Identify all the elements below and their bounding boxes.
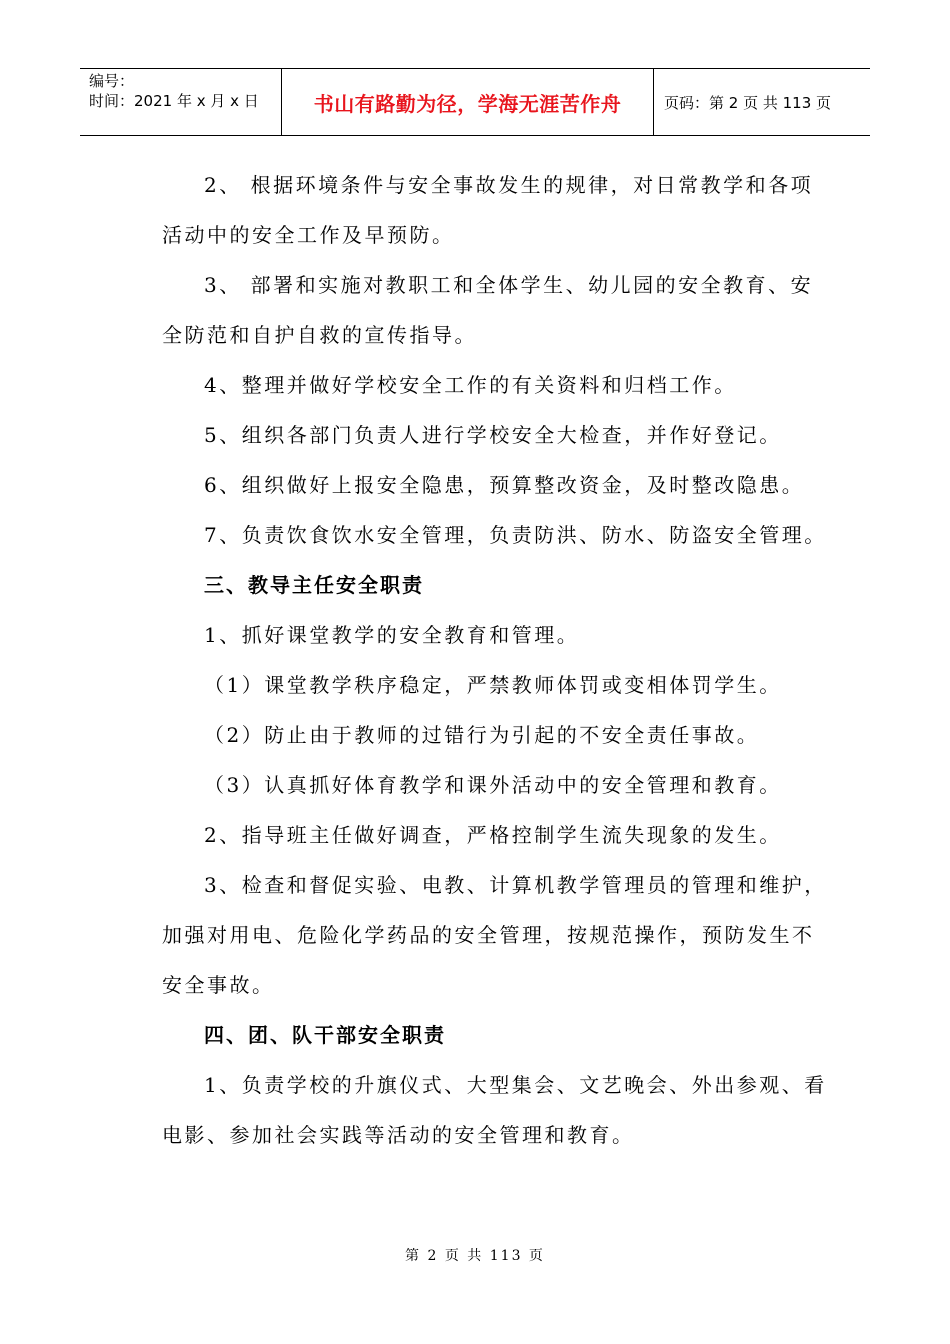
paragraph-line: 安全事故。 [162,973,275,997]
paragraph-line: 四、团、队干部安全职责 [204,1023,446,1047]
section-heading [162,1010,822,1060]
header-page-code: 页码：第 2 页 共 113 页 [664,93,832,112]
body-paragraph [162,660,822,710]
paragraph-line: 2、指导班主任做好调查，严格控制学生流失现象的发生。 [204,823,782,847]
page-footer: 第 2 页 共 113 页 [405,1248,545,1264]
body-paragraph [162,1060,827,1160]
body-paragraph [162,460,822,510]
paragraph-line: 6、组织做好上报安全隐患，预算整改资金，及时整改隐患。 [204,473,805,497]
section-heading [162,560,822,610]
paragraph-line: 全防范和自护自救的宣传指导。 [162,323,477,347]
header-meta-cell [80,69,282,135]
body-paragraph [162,260,822,360]
body-paragraph [162,610,822,660]
document-number-label: 编号： [89,72,135,90]
paragraph-line: 1、抓好课堂教学的安全教育和管理。 [204,623,580,647]
body-paragraph [162,760,822,810]
document-header [80,68,870,136]
paragraph-line: 3、 部署和实施对教职工和全体学生、幼儿园的安全教育、安 [204,273,814,297]
paragraph-line: 7、负责饮食饮水安全管理，负责防洪、防水、防盗安全管理。 [204,523,827,547]
body-paragraph [162,360,822,410]
body-paragraph [162,710,822,760]
header-motto: 书山有路勤为径，学海无涯苦作舟 [313,91,622,116]
paragraph-line: （3）认真抓好体育教学和课外活动中的安全管理和教育。 [204,773,782,797]
document-date-label: 时间：2021 年 x 月 x 日 [89,92,259,110]
paragraph-line: 5、组织各部门负责人进行学校安全大检查，并作好登记。 [204,423,782,447]
paragraph-line: 电影、参加社会实践等活动的安全管理和教育。 [162,1123,635,1147]
body-paragraph [162,810,822,860]
paragraph-line: 三、教导主任安全职责 [204,573,424,597]
paragraph-line: 2、 根据环境条件与安全事故发生的规律，对日常教学和各项 [204,173,814,197]
header-motto-cell [282,69,654,135]
body-paragraph [162,510,827,560]
header-page-cell [654,69,870,135]
body-paragraph [162,860,827,1010]
paragraph-line: 4、整理并做好学校安全工作的有关资料和归档工作。 [204,373,737,397]
body-paragraph [162,160,822,260]
paragraph-line: （1）课堂教学秩序稳定，严禁教师体罚或变相体罚学生。 [204,673,782,697]
paragraph-line: 加强对用电、危险化学药品的安全管理，按规范操作，预防发生不 [162,923,815,947]
document-body [162,160,827,1160]
paragraph-line: 3、检查和督促实验、电教、计算机教学管理员的管理和维护， [204,873,827,897]
paragraph-line: 1、负责学校的升旗仪式、大型集会、文艺晚会、外出参观、看 [204,1073,827,1097]
paragraph-line: （2）防止由于教师的过错行为引起的不安全责任事故。 [204,723,760,747]
paragraph-line: 活动中的安全工作及早预防。 [162,223,455,247]
body-paragraph [162,410,822,460]
